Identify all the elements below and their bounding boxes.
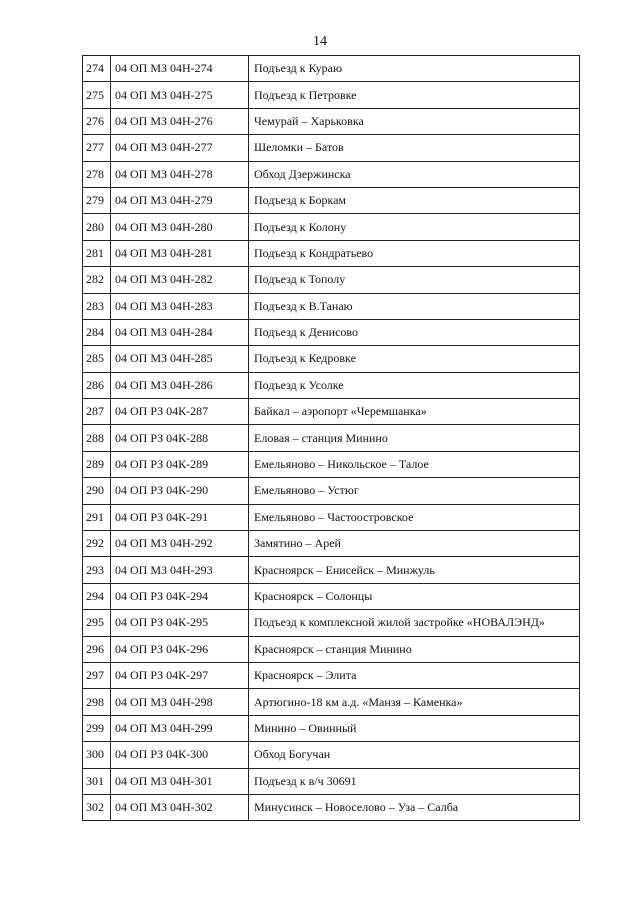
row-number-cell: 283	[83, 293, 111, 319]
road-name-cell: Подъезд к Петровке	[249, 82, 580, 108]
road-code-cell: 04 ОП МЗ 04Н-274	[111, 56, 249, 82]
table-row	[83, 56, 580, 82]
road-code-cell: 04 ОП РЗ 04К-300	[111, 742, 249, 768]
road-name-cell: Чемурай – Харьковка	[249, 108, 580, 134]
table-row	[83, 187, 580, 213]
road-name-cell: Подъезд к Колону	[249, 214, 580, 240]
road-code-cell: 04 ОП МЗ 04Н-277	[111, 135, 249, 161]
table-row	[83, 451, 580, 477]
road-code-cell: 04 ОП МЗ 04Н-282	[111, 267, 249, 293]
table-row	[83, 372, 580, 398]
row-number-cell: 286	[83, 372, 111, 398]
table-row	[83, 425, 580, 451]
table-row	[83, 214, 580, 240]
row-number-cell: 278	[83, 161, 111, 187]
road-name-cell: Красноярск – станция Минино	[249, 636, 580, 662]
row-number-cell: 292	[83, 531, 111, 557]
row-number-cell: 285	[83, 346, 111, 372]
road-code-cell: 04 ОП МЗ 04Н-301	[111, 768, 249, 794]
row-number-cell: 274	[83, 56, 111, 82]
road-code-cell: 04 ОП РЗ 04К-287	[111, 399, 249, 425]
roads-table-body	[83, 56, 580, 821]
road-code-cell: 04 ОП МЗ 04Н-283	[111, 293, 249, 319]
road-code-cell: 04 ОП МЗ 04Н-292	[111, 531, 249, 557]
road-name-cell: Красноярск – Енисейск – Минжуль	[249, 557, 580, 583]
road-name-cell: Красноярск – Элита	[249, 662, 580, 688]
row-number-cell: 297	[83, 662, 111, 688]
table-row	[83, 504, 580, 530]
row-number-cell: 291	[83, 504, 111, 530]
table-row	[83, 610, 580, 636]
road-code-cell: 04 ОП РЗ 04К-290	[111, 478, 249, 504]
road-name-cell: Байкал – аэропорт «Черемшанка»	[249, 399, 580, 425]
table-row	[83, 583, 580, 609]
table-row	[83, 794, 580, 820]
road-code-cell: 04 ОП МЗ 04Н-275	[111, 82, 249, 108]
table-row	[83, 108, 580, 134]
row-number-cell: 287	[83, 399, 111, 425]
road-code-cell: 04 ОП МЗ 04Н-276	[111, 108, 249, 134]
road-name-cell: Подъезд к Кедровке	[249, 346, 580, 372]
table-row	[83, 715, 580, 741]
roads-table	[82, 55, 580, 821]
road-code-cell: 04 ОП РЗ 04К-296	[111, 636, 249, 662]
table-row	[83, 689, 580, 715]
row-number-cell: 293	[83, 557, 111, 583]
road-name-cell: Красноярск – Солонцы	[249, 583, 580, 609]
road-name-cell: Обход Богучан	[249, 742, 580, 768]
table-row	[83, 319, 580, 345]
table-row	[83, 82, 580, 108]
road-code-cell: 04 ОП РЗ 04К-288	[111, 425, 249, 451]
table-row	[83, 636, 580, 662]
road-name-cell: Подъезд к Тополу	[249, 267, 580, 293]
table-row	[83, 399, 580, 425]
road-code-cell: 04 ОП МЗ 04Н-279	[111, 187, 249, 213]
row-number-cell: 296	[83, 636, 111, 662]
row-number-cell: 302	[83, 794, 111, 820]
row-number-cell: 289	[83, 451, 111, 477]
road-name-cell: Емельяново – Устюг	[249, 478, 580, 504]
row-number-cell: 280	[83, 214, 111, 240]
road-name-cell: Минино – Овинный	[249, 715, 580, 741]
table-row	[83, 662, 580, 688]
table-row	[83, 557, 580, 583]
road-name-cell: Еловая – станция Минино	[249, 425, 580, 451]
road-code-cell: 04 ОП МЗ 04Н-284	[111, 319, 249, 345]
row-number-cell: 300	[83, 742, 111, 768]
row-number-cell: 281	[83, 240, 111, 266]
row-number-cell: 301	[83, 768, 111, 794]
row-number-cell: 284	[83, 319, 111, 345]
road-code-cell: 04 ОП МЗ 04Н-302	[111, 794, 249, 820]
page-number: 14	[313, 34, 327, 49]
road-name-cell: Подъезд к Боркам	[249, 187, 580, 213]
road-name-cell: Подъезд к Денисово	[249, 319, 580, 345]
row-number-cell: 279	[83, 187, 111, 213]
row-number-cell: 294	[83, 583, 111, 609]
road-code-cell: 04 ОП МЗ 04Н-285	[111, 346, 249, 372]
road-code-cell: 04 ОП РЗ 04К-291	[111, 504, 249, 530]
row-number-cell: 277	[83, 135, 111, 161]
road-code-cell: 04 ОП РЗ 04К-289	[111, 451, 249, 477]
road-name-cell: Артюгино-18 км а.д. «Манзя – Каменка»	[249, 689, 580, 715]
road-name-cell: Емельяново – Никольское – Талое	[249, 451, 580, 477]
row-number-cell: 276	[83, 108, 111, 134]
table-row	[83, 267, 580, 293]
road-name-cell: Подъезд к Кураю	[249, 56, 580, 82]
table-row	[83, 293, 580, 319]
row-number-cell: 275	[83, 82, 111, 108]
road-code-cell: 04 ОП МЗ 04Н-278	[111, 161, 249, 187]
table-row	[83, 135, 580, 161]
road-code-cell: 04 ОП МЗ 04Н-280	[111, 214, 249, 240]
road-name-cell: Минусинск – Новоселово – Уза – Салба	[249, 794, 580, 820]
table-row	[83, 478, 580, 504]
road-name-cell: Шеломки – Батов	[249, 135, 580, 161]
road-name-cell: Подъезд к Усолке	[249, 372, 580, 398]
table-row	[83, 768, 580, 794]
table-row	[83, 742, 580, 768]
row-number-cell: 288	[83, 425, 111, 451]
row-number-cell: 299	[83, 715, 111, 741]
road-code-cell: 04 ОП МЗ 04Н-293	[111, 557, 249, 583]
row-number-cell: 295	[83, 610, 111, 636]
table-row	[83, 346, 580, 372]
row-number-cell: 282	[83, 267, 111, 293]
road-code-cell: 04 ОП МЗ 04Н-281	[111, 240, 249, 266]
road-name-cell: Подъезд к комплексной жилой застройке «НОВАЛЭНД»	[249, 610, 580, 636]
table-row	[83, 531, 580, 557]
road-code-cell: 04 ОП РЗ 04К-294	[111, 583, 249, 609]
road-code-cell: 04 ОП МЗ 04Н-298	[111, 689, 249, 715]
row-number-cell: 290	[83, 478, 111, 504]
road-name-cell: Подъезд к в/ч 30691	[249, 768, 580, 794]
road-code-cell: 04 ОП МЗ 04Н-299	[111, 715, 249, 741]
road-code-cell: 04 ОП РЗ 04К-295	[111, 610, 249, 636]
table-row	[83, 161, 580, 187]
road-code-cell: 04 ОП РЗ 04К-297	[111, 662, 249, 688]
road-name-cell: Емельяново – Частоостровское	[249, 504, 580, 530]
road-name-cell: Замятино – Арей	[249, 531, 580, 557]
road-name-cell: Подъезд к В.Танаю	[249, 293, 580, 319]
table-row	[83, 240, 580, 266]
road-code-cell: 04 ОП МЗ 04Н-286	[111, 372, 249, 398]
road-name-cell: Обход Дзержинска	[249, 161, 580, 187]
road-name-cell: Подъезд к Кондратьево	[249, 240, 580, 266]
row-number-cell: 298	[83, 689, 111, 715]
